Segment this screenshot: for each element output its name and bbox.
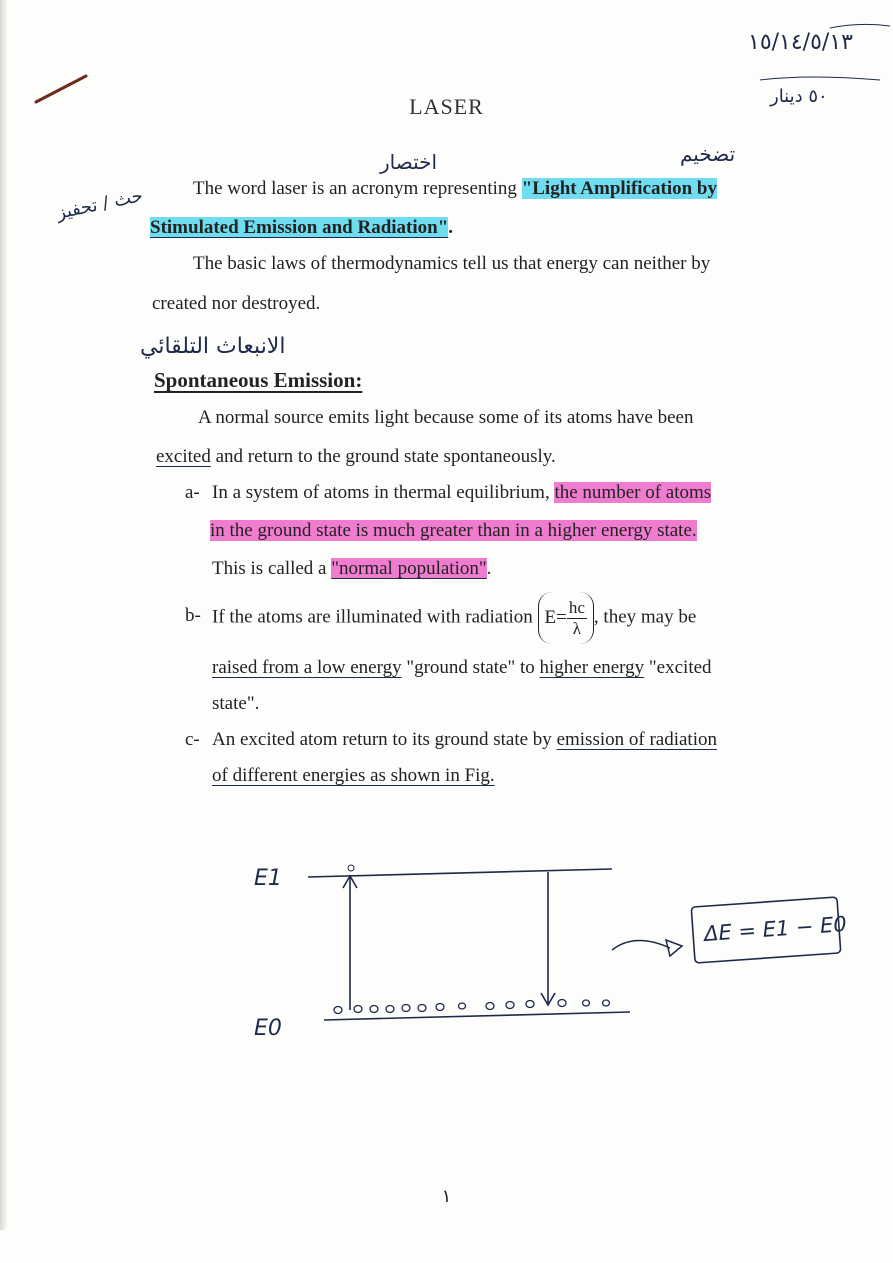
item-b-line-3: state". — [212, 693, 260, 714]
corner-note: ٥٠ دينار — [770, 86, 828, 107]
lower-level-line — [324, 1012, 630, 1020]
lower-level-label: E0 — [254, 1016, 282, 1041]
item-c-label: c- — [185, 729, 200, 750]
item-b-line-2: raised from a low energy "ground state" to higher energy "excited — [212, 657, 712, 678]
corner-date-note: ١٥/١٤/٥/١٣ — [748, 30, 853, 55]
energy-level-diagram — [240, 840, 860, 1070]
spontaneous-line-2: excited and return to the ground state spontaneously. — [156, 446, 556, 467]
item-a-line-2 — [210, 512, 697, 550]
upper-level-label: E1 — [254, 866, 282, 891]
pointer-curve — [612, 940, 670, 950]
thermo-line-1: The basic laws of thermodynamics tell us that energy can neither by — [193, 253, 711, 274]
item-a-label: a- — [185, 482, 200, 503]
page-title: LASER — [409, 94, 484, 119]
intro-line-2: Stimulated Emission and Radiation". — [150, 217, 454, 238]
spontaneous-note: الانبعاث التلقائي — [140, 334, 286, 359]
item-a-line-3: This is called a "normal population". — [212, 558, 492, 579]
excited-word: excited — [156, 446, 211, 467]
acronym-note: اختصار — [380, 150, 438, 174]
intro-line-1: The word laser is an acronym representing "Light Amplification by — [193, 178, 717, 199]
item-b-label: b- — [185, 605, 201, 626]
thermo-line-2: created nor destroyed. — [152, 293, 321, 314]
normal-population: "normal population" — [331, 558, 487, 579]
page-edge-shadow — [0, 0, 8, 1230]
item-a-highlight-1: the number of atoms — [554, 482, 712, 503]
item-a-line-1: In a system of atoms in thermal equilibrium, the number of atoms — [212, 482, 712, 503]
spontaneous-line-1: A normal source emits light because some of its atoms have been — [198, 407, 694, 428]
item-c-line-2: of different energies as shown in Fig. — [212, 765, 495, 786]
item-b-line-1: If the atoms are illuminated with radiation E= $\frac{hc}{\lambda}$ , they may be — [212, 592, 696, 644]
margin-note: حث / تحفيز — [54, 185, 145, 224]
page-number: ١ — [441, 1186, 452, 1206]
section-heading: Spontaneous Emission: — [154, 368, 363, 392]
item-c-line-1: An excited atom return to its ground state by emission of radiation — [212, 729, 717, 750]
ground-state-atoms — [334, 1000, 610, 1014]
amplification-note: تضخيم — [680, 142, 736, 166]
acronym-highlight-2: Stimulated Emission and Radiation" — [150, 217, 449, 238]
energy-equation: ΔE = E1 − E0 — [703, 912, 848, 946]
energy-formula: E= $\frac{hc}{\lambda}$ — [538, 592, 594, 644]
acronym-highlight-1: "Light Amplification by — [521, 178, 717, 199]
item-a-highlight-2: in the ground state is much greater than in a higher energy state. — [210, 520, 697, 541]
